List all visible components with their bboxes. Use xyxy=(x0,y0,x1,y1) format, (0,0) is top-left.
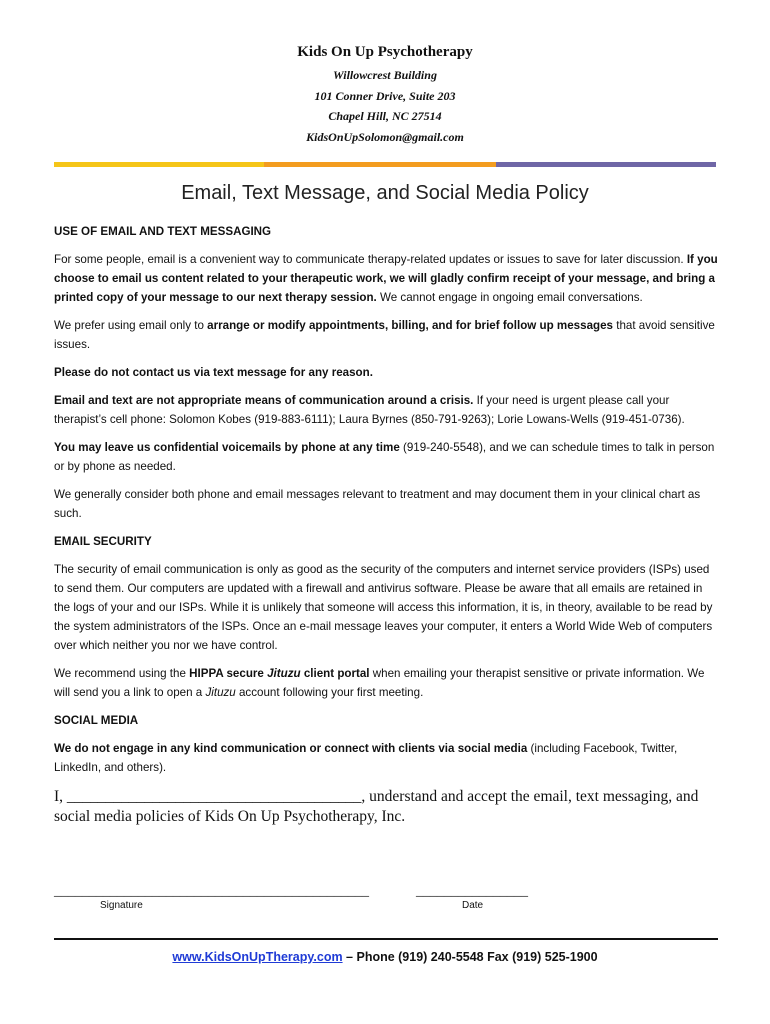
paragraph-email-purposes xyxy=(54,316,718,354)
signature-label: Signature xyxy=(100,900,143,911)
city-state-zip: Chapel Hill, NC 27514 xyxy=(328,109,442,123)
italic-text: Jituzu xyxy=(205,686,236,699)
section-heading-social-media: SOCIAL MEDIA xyxy=(54,714,139,727)
text: We cannot engage in ongoing email conversations. xyxy=(376,291,643,304)
text: when emailing your therapist sensitive or private information. We will send you a link to open a xyxy=(54,667,705,699)
letterhead xyxy=(0,44,770,147)
text: We recommend using the xyxy=(54,667,190,680)
text: (including Facebook, Twitter, LinkedIn, and others). xyxy=(54,742,678,774)
footer-contact: – Phone (919) 240-5548 Fax (919) 525-1900 xyxy=(342,950,598,964)
header-color-bar xyxy=(54,162,716,167)
paragraph-email-use xyxy=(54,250,718,307)
text: (919-240-5548), and we can schedule times to talk in person or by phone as needed. xyxy=(54,441,715,473)
bold-text: You may leave us confidential voicemails by phone at any time xyxy=(54,441,400,454)
section-heading-email-security: EMAIL SECURITY xyxy=(54,535,152,548)
paragraph-documentation: We generally consider both phone and email messages relevant to treatment and may document them in your clinical chart as such. xyxy=(54,488,701,520)
paragraph-portal xyxy=(54,664,718,702)
color-bar-purple xyxy=(496,162,716,167)
footer-divider xyxy=(54,938,718,940)
text: If your need is urgent please call your therapist’s cell phone: Solomon Kobes (919-883-6111); Laura Byrnes (850-791-9263); Lorie Lowans-Wells (919-451-0736). xyxy=(54,394,685,426)
building-name: Willowcrest Building xyxy=(333,68,437,82)
footer xyxy=(0,950,770,964)
website-link[interactable]: www.KidsOnUpTherapy.com xyxy=(172,950,343,964)
org-name: Kids On Up Psychotherapy xyxy=(297,44,473,60)
contact-email: KidsOnUpSolomon@gmail.com xyxy=(306,129,464,144)
text: that avoid sensitive issues. xyxy=(54,319,715,351)
policy-body xyxy=(54,222,718,827)
paragraph-social-media xyxy=(54,739,718,777)
paragraph-crisis xyxy=(54,391,718,429)
date-line[interactable]: ________________ xyxy=(416,884,528,899)
page-title: Email, Text Message, and Social Media Policy xyxy=(181,182,589,204)
bold-text: If you choose to email us content related to your therapeutic work, we will gladly confirm receipt of your message, and bring a printed copy of your message to our next therapy session. xyxy=(54,253,718,304)
color-bar-orange xyxy=(264,162,496,167)
street-address: 101 Conner Drive, Suite 203 xyxy=(314,88,456,103)
text: We prefer using email only to xyxy=(54,319,208,332)
paragraph-voicemail xyxy=(54,438,718,476)
bold-text: arrange or modify appointments, billing, and for brief follow up messages xyxy=(207,319,613,332)
bold-text: HIPPA secure xyxy=(189,667,268,680)
section-heading-email-text: USE OF EMAIL AND TEXT MESSAGING xyxy=(54,225,272,238)
paragraph-security: The security of email communication is only as good as the security of the computers and internet service providers (ISPs) used to send them. Our computers are updated with a firewall and antivirus software. Please be aware that all emails are retained in the logs of your and our ISPs. While it is unlikely that someone will access this information, it is, in theory, available to be read by the system administrators of the ISPs. Once an e-mail message leaves your computer, it enters a World Wide Web of computers over which neither you nor we have control. xyxy=(54,563,713,652)
paragraph-no-text: Please do not contact us via text message for any reason. xyxy=(54,366,373,379)
bold-italic-text: Jituzu xyxy=(267,667,301,680)
text: account following your first meeting. xyxy=(235,686,424,699)
bold-text: We do not engage in any kind communication or connect with clients via social media xyxy=(54,742,528,755)
text: For some people, email is a convenient way to communicate therapy-related updates or issues to save for later discussion. xyxy=(54,253,687,266)
signature-line[interactable]: _____________________________________________ xyxy=(54,884,369,899)
date-label: Date xyxy=(462,900,484,911)
bold-text: Email and text are not appropriate means of communication around a crisis. xyxy=(54,394,474,407)
bold-text: client portal xyxy=(300,667,370,680)
color-bar-yellow xyxy=(54,162,264,167)
acceptance-statement: I, ______________________________________, understand and accept the email, text messaging, and social media policies of Kids On Up Psychotherapy, Inc. xyxy=(54,788,699,825)
